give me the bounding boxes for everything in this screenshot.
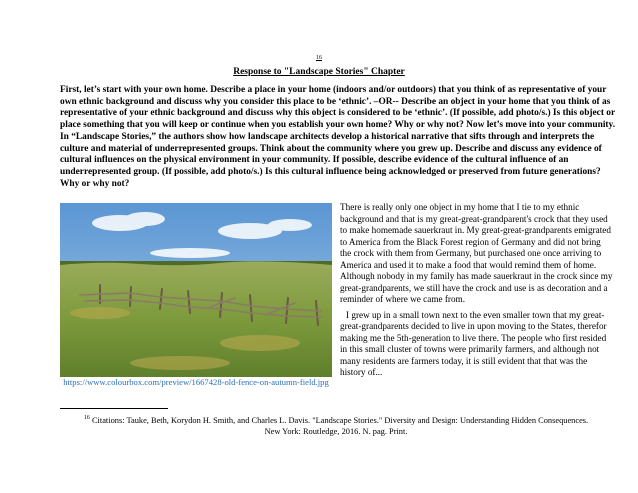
footnote-citation (76, 413, 596, 437)
old-fence-field-photo (60, 203, 332, 377)
field-fence-illustration (60, 203, 332, 377)
footnote-marker: 16 (83, 415, 90, 421)
response-body (340, 202, 614, 383)
page-heading: Response to "Landscape Stories" Chapter (233, 67, 405, 77)
footnote-separator (60, 408, 168, 409)
page-number: 16 (316, 55, 322, 61)
assignment-prompt: First, let’s start with your own home. Describe a place in your home (indoors and/or outdoors) that you think of as representative of your own ethnic background and discuss why you consider this place to be ‘ethnic’. –OR-- Describe an object in your home that you think of as representative of your ethnic background and discuss why this object is considered to be ‘ethnic’. (If possible, add photo/s.) Is this object or place something that you will keep or continue when you establish your own home? Why or why not? Now let’s move into your community. In “Landscape Stories,” the authors show how landscape architects develop a historical narrative that sifts through and interprets the culture and material of underrepresented groups. Think about the community where you grew up. Describe and discuss any evidence of cultural influences on the physical environment in your community. If possible, describe evidence of the cultural influence of an underrepresented group. (If possible, add photo/s.) Is this cultural influence being acknowledged or preserved from future generations? Why or why not? (60, 85, 616, 189)
photo-caption-link[interactable]: https://www.colourbox.com/preview/1667428-old-fence-on-autumn-field.jpg (63, 377, 329, 387)
paragraph-crock: There is really only one object in my home that I tie to my ethnic background and that is my great-great-grandparent's crock that they used to make homemade sauerkraut in. My great-great-grandparents emigrated to America from the Black Forest region of Germany and did not bring the crock with them from Germany, but purchased one once arriving to America and used it to make a food that would remind them of home. Although nobody in my family has made sauerkraut in the crock since my great-grandparents, we still have the crock and use is as decoration and a reminder of where we came from. (340, 202, 613, 304)
paragraph-hometown: I grew up in a small town next to the even smaller town that my great-great-grandparents decided to live in upon moving to the States, therefor making me the 5th-generation to live there. The people who first resided in this small cluster of towns were primarily farmers, and although not many residents are farmers today, it is still evident that that was the history of... (340, 309, 607, 377)
footnote-text: Citations: Tauke, Beth, Korydon H. Smith, and Charles L. Davis. "Landscape Stories." Diversity and Design: Understanding Hidden Consequences. New York: Routledge, 2016. N. pag. Print. (89, 415, 589, 436)
